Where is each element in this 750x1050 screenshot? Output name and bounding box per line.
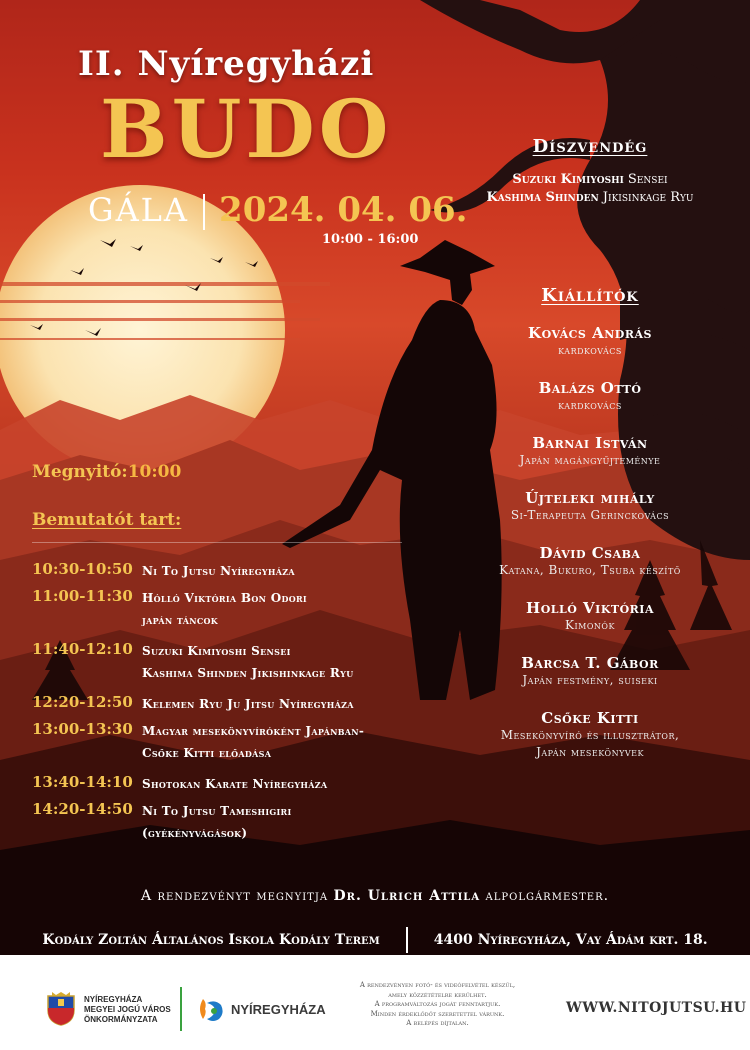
- disclaimer-line: Minden érdeklődőt szeretettel várunk.: [370, 1009, 505, 1018]
- schedule-time: 11:00-11:30: [32, 587, 133, 605]
- gala-label: GÁLA: [88, 191, 190, 229]
- guest-info: [430, 171, 750, 207]
- nyiregyhaza-logo-icon: [195, 993, 227, 1025]
- venue-row: [0, 928, 750, 952]
- schedule-description: [142, 587, 307, 631]
- schedule-time: 12:20-12:50: [32, 693, 133, 711]
- sponsor-footer: [0, 955, 750, 1050]
- city-crest-icon: [46, 992, 76, 1026]
- exhibitor-item: [430, 599, 750, 634]
- schedule-line: Kashima Shinden Jikishinkage Ryu: [142, 666, 354, 680]
- exhibitor-role: Japán magángyűjteménye: [519, 453, 661, 467]
- exhibitor-name: Dávid Csaba: [539, 544, 641, 562]
- schedule-line: Magyar mesekönyvíróként Japánban-: [142, 724, 365, 738]
- city-logo-text: NYÍREGYHÁZA: [231, 1002, 326, 1017]
- gala-divider: [203, 194, 205, 230]
- schedule-line: Ni To Jutsu Nyíregyháza: [142, 564, 295, 578]
- exhibitor-name: Csőke Kitti: [541, 709, 639, 727]
- event-title-budo: BUDO: [100, 82, 393, 176]
- opening-speaker-name: Dr. Ulrich Attila: [333, 888, 481, 904]
- exhibitor-role: Japán mesekönyvek: [536, 745, 644, 759]
- disclaimer-line: amely közzétételre kerülhet.: [388, 990, 487, 999]
- opening-time: 10:00: [127, 462, 182, 482]
- schedule-line: Ni To Jutsu Tameshigiri: [142, 804, 292, 818]
- exhibitor-name: Újteleki mihály: [525, 489, 655, 507]
- footer-divider: [180, 987, 182, 1031]
- schedule-description: [142, 560, 295, 582]
- schedule-row: [32, 640, 353, 684]
- event-title-line1: II. Nyíregyházi: [78, 44, 375, 84]
- exhibitor-role: kardkovács: [558, 398, 622, 412]
- exhibitor-item: [430, 434, 750, 469]
- exhibitor-name: Barnai István: [532, 434, 648, 452]
- schedule-line: Suzuki Kimiyoshi Sensei: [142, 644, 291, 658]
- schedule-time: 10:30-10:50: [32, 560, 133, 578]
- venue-divider: [406, 927, 408, 953]
- schedule-line: Csőke Kitti előadása: [142, 746, 272, 760]
- program-divider: [32, 542, 402, 543]
- guest-school: Kashima Shinden Jikisinkage Ryu: [486, 190, 694, 205]
- schedule-description: [142, 800, 292, 844]
- schedule-row: [32, 720, 364, 764]
- schedule-description: [142, 640, 353, 684]
- schedule-line: Kelemen Ryu Ju Jitsu Nyíregyháza: [142, 697, 354, 711]
- venue-place: Kodály Zoltán Általános Iskola Kodály Terem: [42, 932, 380, 948]
- opening-speaker-line: A rendezvényt megnyitja Dr. Ulrich Attila alpolgármester.: [140, 888, 610, 904]
- exhibitor-name: Holló Viktória: [526, 599, 654, 617]
- website-link[interactable]: WWW.NITOJUTSU.HU: [566, 1000, 747, 1016]
- exhibitor-item: [430, 489, 750, 524]
- schedule-row: [32, 773, 327, 795]
- city-government-text: NYÍREGYHÁZA MEGYEI JOGÚ VÁROS ÖNKORMÁNYZATA: [84, 995, 171, 1024]
- event-time: 10:00 - 16:00: [322, 232, 419, 247]
- schedule-line: Hólló Viktória Bon Odori: [142, 591, 307, 605]
- venue-address: 4400 Nyíregyháza, Vay Ádám krt. 18.: [433, 932, 708, 948]
- exhibitor-item: [430, 654, 750, 689]
- schedule-row: [32, 587, 307, 631]
- disclaimer-line: A programváltozás jogát fenntartjuk.: [374, 1000, 501, 1008]
- schedule-line: japán táncok: [142, 613, 219, 627]
- schedule-row: [32, 800, 292, 844]
- exhibitor-role: Si-Terapeuta Gerinckovács: [510, 508, 670, 522]
- exhibitor-role: kardkovács: [558, 343, 622, 357]
- exhibitor-item: [430, 324, 750, 359]
- exhibitors-list: [430, 324, 750, 761]
- schedule-description: [142, 693, 354, 715]
- guest-name: Suzuki Kimiyoshi Sensei: [512, 172, 668, 187]
- schedule-row: [32, 693, 354, 715]
- exhibitor-name: Balázs Ottó: [538, 379, 642, 397]
- exhibitor-role: Kimonók: [565, 618, 615, 632]
- exhibitor-role: Mesekönyvíró és illusztrátor,: [500, 728, 680, 742]
- schedule-time: 13:00-13:30: [32, 720, 133, 738]
- schedule-time: 14:20-14:50: [32, 800, 133, 818]
- schedule-time: 11:40-12:10: [32, 640, 133, 658]
- exhibitor-item: [430, 544, 750, 579]
- exhibitors-heading: Kiállítók: [541, 285, 639, 306]
- opening-label: Megnyitó:: [32, 462, 128, 482]
- opening-section: [32, 462, 432, 543]
- guest-heading: Díszvendég: [532, 136, 648, 157]
- disclaimer-line: A rendezvényen fotó- és videófelvétel készül,: [359, 981, 516, 989]
- schedule-line: Shotokan Karate Nyíregyháza: [142, 777, 328, 791]
- exhibitor-item: [430, 709, 750, 761]
- event-date: 2024. 04. 06.: [219, 190, 468, 230]
- right-column: [430, 136, 750, 761]
- photo-disclaimer: [335, 981, 540, 1029]
- exhibitor-role: Katana, Bukuro, Tsuba készítő: [499, 563, 681, 577]
- schedule-line: (gyékényvágások): [142, 826, 248, 840]
- exhibitor-role: Japán festmény, suiseki: [522, 673, 658, 687]
- program-heading: Bemutatót tart:: [32, 510, 182, 530]
- schedule-time: 13:40-14:10: [32, 773, 133, 791]
- exhibitor-item: [430, 379, 750, 414]
- disclaimer-line: A belépés díjtalan.: [406, 1019, 469, 1027]
- schedule-description: [142, 720, 364, 764]
- exhibitor-name: Barcsa T. Gábor: [521, 654, 659, 672]
- opening-line: [32, 462, 432, 482]
- exhibitor-name: Kovács András: [528, 324, 652, 342]
- schedule-row: [32, 560, 295, 582]
- gala-date-row: [88, 190, 467, 234]
- schedule-description: [142, 773, 327, 795]
